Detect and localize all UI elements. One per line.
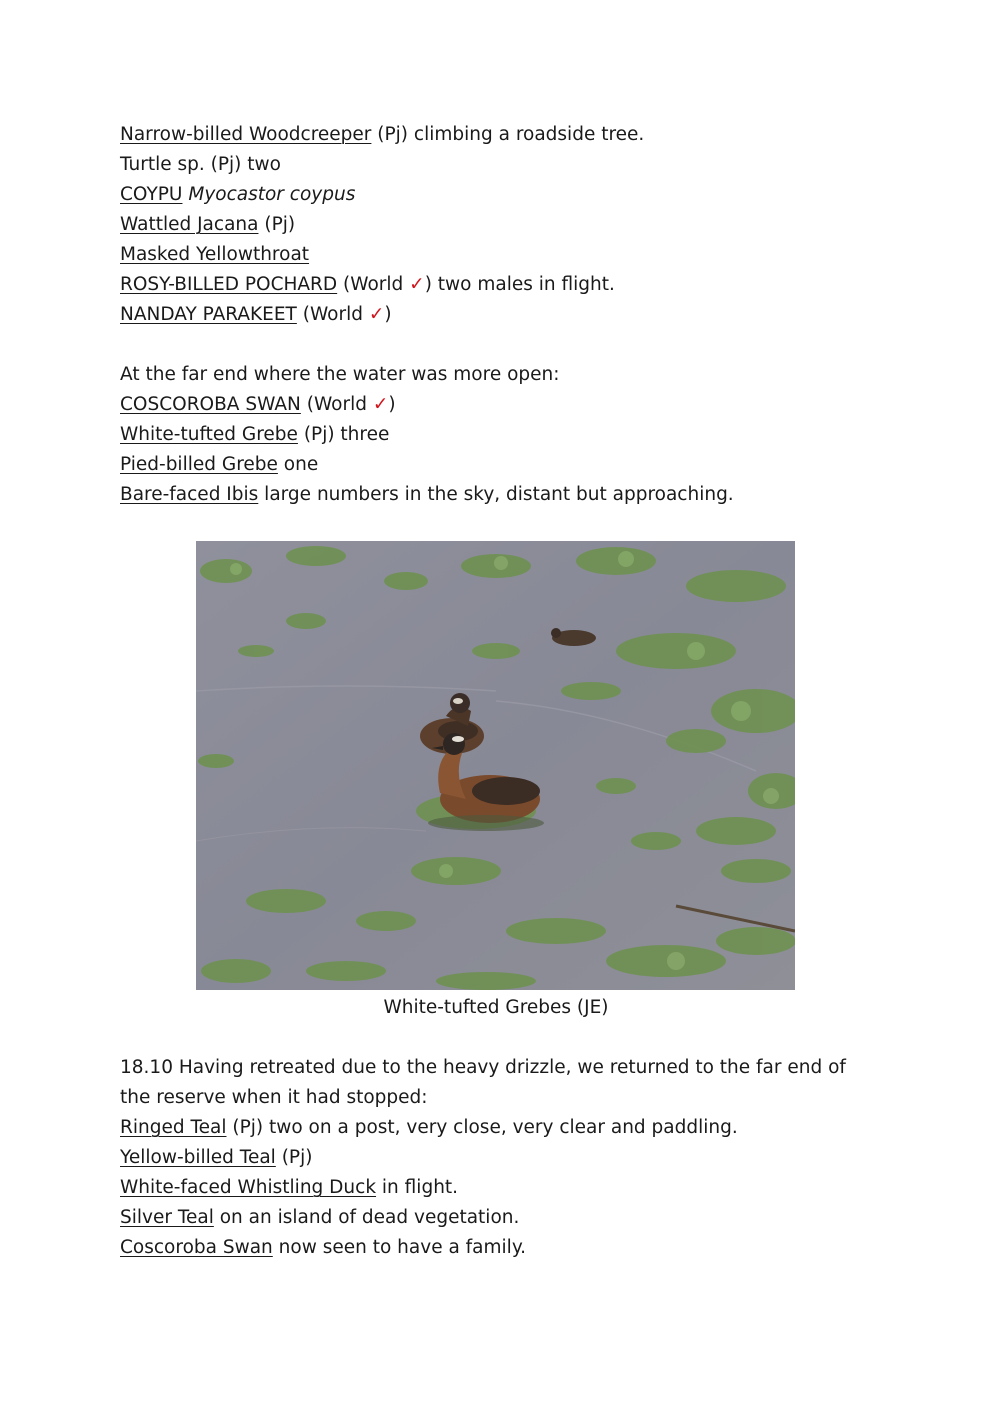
- species-name: Coscoroba Swan: [120, 1237, 273, 1258]
- species-name: Pied-billed Grebe: [120, 454, 278, 475]
- grebes-photo: [196, 541, 795, 990]
- species-name: Ringed Teal: [120, 1117, 227, 1138]
- species-note: ): [384, 304, 392, 325]
- species-list-2: [120, 360, 880, 510]
- list-item: [120, 1203, 880, 1233]
- list-item: [120, 210, 880, 240]
- species-name: Narrow-billed Woodcreeper: [120, 124, 372, 145]
- check-icon: ✓: [409, 274, 425, 295]
- species-note: ) two males in flight.: [424, 274, 615, 295]
- list-item: [120, 120, 880, 150]
- paragraph-line: 18.10 Having retreated due to the heavy drizzle, we returned to the far end of: [120, 1057, 846, 1078]
- scientific-name: Myocastor coypus: [188, 184, 356, 205]
- list-item: [120, 240, 880, 270]
- species-list-3: [120, 1053, 880, 1263]
- species-name: White-tufted Grebe: [120, 424, 298, 445]
- species-note: now seen to have a family.: [272, 1237, 527, 1258]
- list-item: [120, 180, 880, 210]
- list-item: [120, 450, 880, 480]
- species-list-1: [120, 120, 880, 330]
- list-item: [120, 270, 880, 300]
- species-name: COYPU: [120, 184, 183, 205]
- species-note: (Pj) two on a post, very close, very clear and paddling.: [226, 1117, 738, 1138]
- species-note: in flight.: [376, 1177, 459, 1198]
- species-note: Turtle sp. (Pj) two: [120, 154, 281, 175]
- species-name: White-faced Whistling Duck: [120, 1177, 377, 1198]
- paragraph-line: the reserve when it had stopped:: [120, 1087, 428, 1108]
- list-item: [120, 150, 880, 180]
- check-icon: ✓: [368, 304, 385, 325]
- species-name: Silver Teal: [120, 1207, 214, 1228]
- list-item: [120, 390, 880, 420]
- species-name: NANDAY PARAKEET: [120, 304, 297, 325]
- species-name: Wattled Jacana: [120, 214, 259, 235]
- grebes-photo-image: [196, 541, 795, 990]
- list-item: [120, 1143, 880, 1173]
- species-note: (Pj): [275, 1147, 313, 1168]
- species-name: Masked Yellowthroat: [120, 244, 310, 265]
- species-name: COSCOROBA SWAN: [120, 394, 301, 415]
- species-note: large numbers in the sky, distant but approaching.: [258, 484, 734, 505]
- species-note: ): [388, 394, 396, 415]
- photo-caption: White-tufted Grebes (JE): [383, 997, 609, 1018]
- list-item: [120, 300, 880, 330]
- species-name: ROSY-BILLED POCHARD: [120, 274, 338, 295]
- species-name: Yellow-billed Teal: [120, 1147, 276, 1168]
- list-item: [120, 420, 880, 450]
- list-item: [120, 480, 880, 510]
- species-note: (Pj): [258, 214, 296, 235]
- section-intro: At the far end where the water was more open:: [120, 364, 560, 385]
- check-icon: ✓: [372, 394, 389, 415]
- species-note: (Pj) three: [297, 424, 390, 445]
- species-note: (World: [300, 394, 373, 415]
- species-note: (Pj) climbing a roadside tree.: [371, 124, 645, 145]
- list-item: [120, 1113, 880, 1143]
- species-name: Bare-faced Ibis: [120, 484, 259, 505]
- list-item: [120, 1173, 880, 1203]
- list-item: [120, 1233, 880, 1263]
- species-note: on an island of dead vegetation.: [213, 1207, 520, 1228]
- species-note: (World: [337, 274, 410, 295]
- species-note: (World: [296, 304, 369, 325]
- species-note: one: [277, 454, 319, 475]
